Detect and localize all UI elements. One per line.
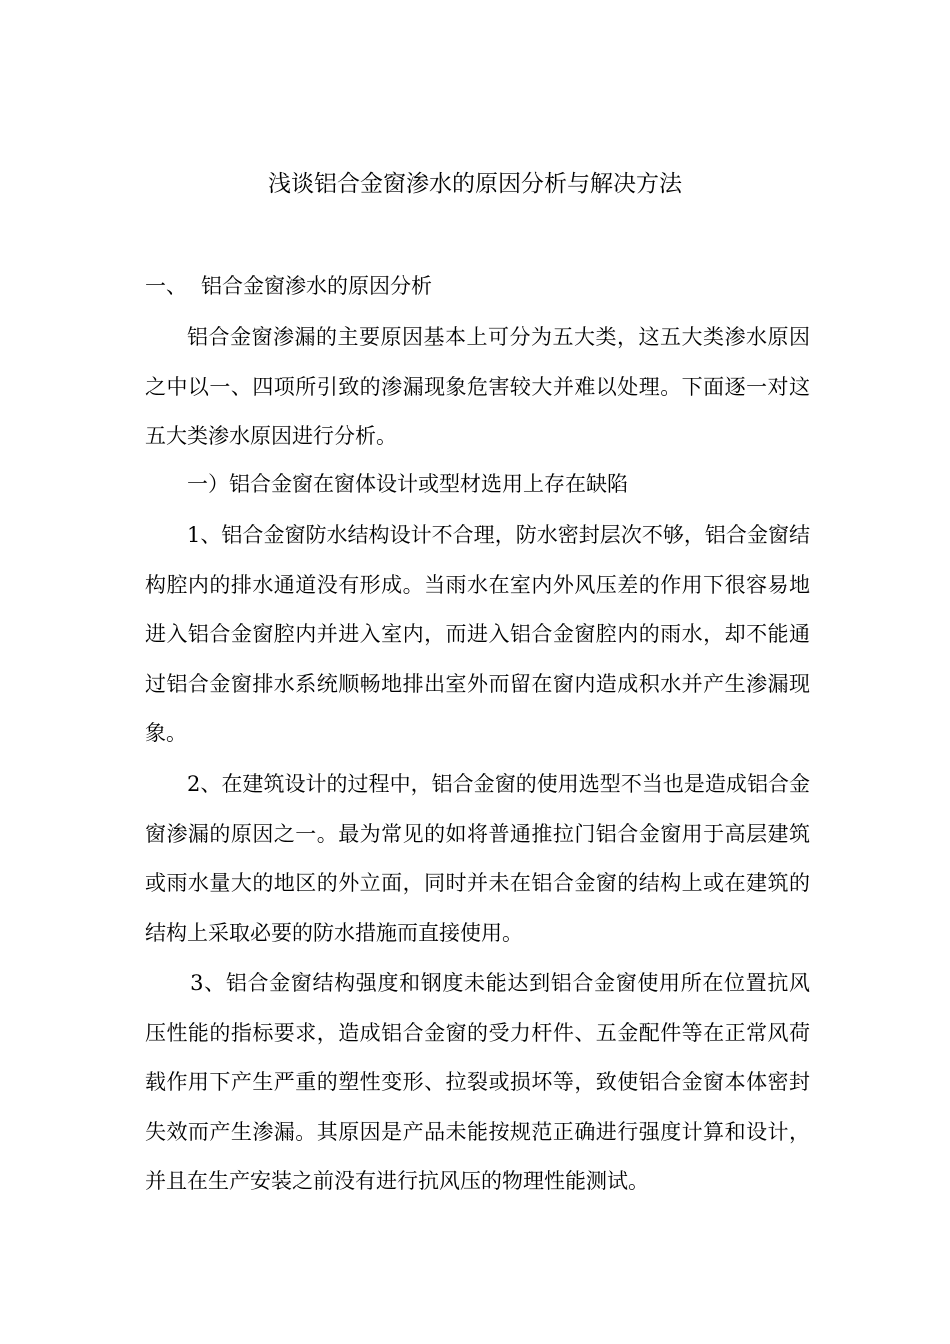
subsection-heading: 一）铝合金窗在窗体设计或型材选用上存在缺陷	[187, 472, 628, 496]
section-heading	[145, 264, 815, 308]
section-number: 一、	[145, 274, 187, 298]
item-paragraph-1: 1、铝合金窗防水结构设计不合理，防水密封层次不够，铝合金窗结构腔内的排水通道没有形成。当雨水在室内外风压差的作用下很容易地进入铝合金窗腔内并进入室内，而进入铝合金窗腔内的雨水，却不能通过铝合金窗排水系统顺畅地排出室外而留在窗内造成积水并产生渗漏现象。	[145, 523, 810, 746]
document-title: 浅谈铝合金窗渗水的原因分析与解决方法	[268, 171, 682, 197]
item-paragraph-3: 3、铝合金窗结构强度和钢度未能达到铝合金窗使用所在位置抗风压性能的指标要求，造成铝合金窗的受力杆件、五金配件等在正常风荷载作用下产生严重的塑性变形、拉裂或损坏等，致使铝合金窗本体密封失效而产生渗漏。其原因是产品未能按规范正确进行强度计算和设计，并且在生产安装之前没有进行抗风压的物理性能测试。	[145, 971, 810, 1194]
section-heading-text: 铝合金窗渗水的原因分析	[201, 274, 432, 298]
item-paragraph-2: 2、在建筑设计的过程中，铝合金窗的使用选型不当也是造成铝合金窗渗漏的原因之一。最为常见的如将普通推拉门铝合金窗用于高层建筑或雨水量大的地区的外立面，同时并未在铝合金窗的结构上或在建筑的结构上采取必要的防水措施而直接使用。	[145, 772, 810, 945]
intro-paragraph: 铝合金窗渗漏的主要原因基本上可分为五大类，这五大类渗水原因之中以一、四项所引致的渗漏现象危害较大并难以处理。下面逐一对这五大类渗水原因进行分析。	[145, 325, 810, 449]
